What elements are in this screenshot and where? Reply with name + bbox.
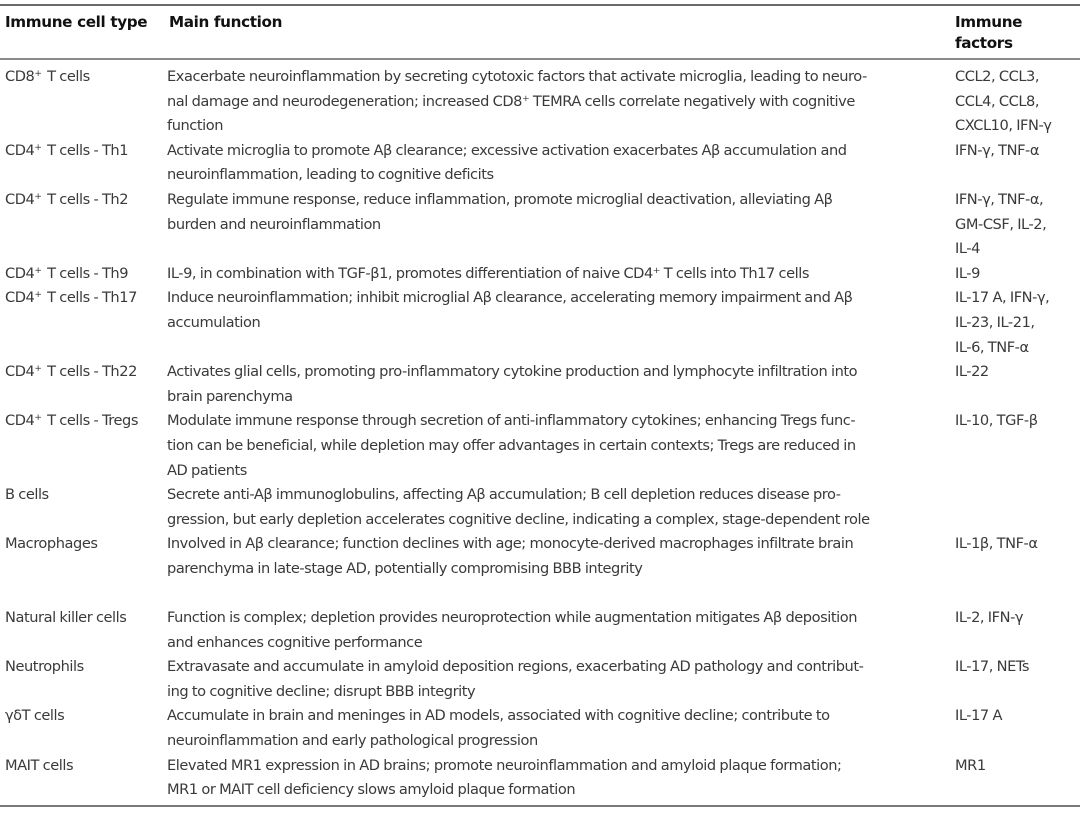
cell-type-name: γδT cells	[5, 707, 65, 725]
immune-factor-line: IL-22	[955, 363, 989, 381]
immune-factor-line: IL-17, NETs	[955, 658, 1030, 676]
main-function-line: Accumulate in brain and meninges in AD models, associated with cognitive decline; contribute to	[167, 707, 830, 725]
cell-type-name: Natural killer cells	[5, 609, 127, 627]
cell-type-subset: T cells - Th22	[43, 363, 137, 381]
table-row	[0, 606, 1080, 655]
cell-type-name: CD4	[5, 412, 35, 430]
immune-factors	[951, 286, 1080, 360]
main-function	[164, 360, 951, 409]
main-function	[164, 286, 951, 360]
immune-factors	[951, 483, 1080, 532]
main-function	[164, 139, 951, 188]
immune-cell-table	[0, 4, 1080, 807]
table-row	[0, 754, 1080, 806]
header-main-function	[164, 5, 951, 59]
cell-type-superscript: +	[34, 290, 42, 301]
main-function	[164, 704, 951, 753]
immune-factors	[951, 606, 1080, 655]
main-function-line: neuroinflammation and early pathological progression	[167, 732, 538, 750]
cell-type-subset: T cells - Tregs	[43, 412, 139, 430]
immune-factor-line: IFN-γ, TNF-α,	[955, 190, 1044, 208]
main-function-line	[167, 581, 941, 606]
main-function-line: Activate microglia to promote Aβ clearance; excessive activation exacerbates Aβ accumulation and	[167, 141, 847, 159]
immune-factors	[951, 188, 1080, 262]
main-function	[164, 532, 951, 606]
immune-factor-line: CCL2, CCL3,	[955, 68, 1040, 85]
cell-type-superscript: +	[34, 265, 42, 276]
cell-type-superscript: +	[34, 413, 42, 424]
cell-type-name: CD4	[5, 141, 35, 159]
main-function-line: Activates glial cells, promoting pro-inflammatory cytokine production and lymphocyte infiltration into	[167, 363, 858, 381]
main-function-line: Involved in Aβ clearance; function declines with age; monocyte-derived macrophages infiltrate brain	[167, 535, 854, 553]
cell-type	[0, 188, 164, 262]
main-function	[164, 409, 951, 483]
immune-cell-table-wrapper	[0, 4, 1080, 807]
main-function-line: accumulation	[167, 313, 261, 331]
cell-type-subset: T cells	[43, 68, 90, 85]
main-function	[164, 188, 951, 262]
main-function-line: Exacerbate neuroinflammation by secreting cytotoxic factors that activate microglia, leading to neuro-	[167, 68, 867, 85]
immune-factors	[951, 532, 1080, 606]
cell-type-subset: T cells - Th1	[43, 141, 129, 159]
immune-factors	[951, 409, 1080, 483]
cell-type	[0, 139, 164, 188]
main-function	[164, 754, 951, 806]
cell-type	[0, 606, 164, 655]
main-function	[164, 606, 951, 655]
cell-type-superscript: +	[34, 142, 42, 153]
main-function	[164, 483, 951, 532]
table-row	[0, 139, 1080, 188]
main-function	[164, 59, 951, 139]
table-header	[0, 5, 1080, 59]
immune-factor-line: IL-6, TNF-α	[955, 338, 1029, 356]
table-body	[0, 59, 1080, 806]
main-function-line: nal damage and neurodegeneration; increased CD8⁺ TEMRA cells correlate negatively with cognitive	[167, 92, 855, 110]
cell-type-name: MAIT cells	[5, 756, 74, 774]
cell-type-name: CD4	[5, 264, 35, 282]
main-function-line: Extravasate and accumulate in amyloid deposition regions, exacerbating AD pathology and contribut-	[167, 658, 864, 676]
cell-type	[0, 286, 164, 360]
cell-type-subset: T cells - Th9	[43, 264, 129, 282]
cell-type	[0, 704, 164, 753]
immune-factor-line: IL-17 A, IFN-γ,	[955, 289, 1050, 307]
header-immune-factors	[951, 5, 1080, 59]
main-function-line: Elevated MR1 expression in AD brains; promote neuroinflammation and amyloid plaque formation;	[167, 756, 842, 774]
table-row	[0, 655, 1080, 704]
main-function-line: Function is complex; depletion provides neuroprotection while augmentation mitigates Aβ deposition	[167, 609, 858, 627]
main-function	[164, 655, 951, 704]
immune-factor-line: IL-2, IFN-γ	[955, 609, 1024, 627]
cell-type-name: CD4	[5, 289, 35, 307]
cell-type-name: CD4	[5, 190, 35, 208]
immune-factor-line: IL-1β, TNF-α	[955, 535, 1038, 553]
cell-type	[0, 754, 164, 806]
cell-type	[0, 360, 164, 409]
cell-type-name: B cells	[5, 486, 49, 504]
main-function-line: Regulate immune response, reduce inflammation, promote microglial deactivation, alleviating Aβ	[167, 190, 833, 208]
header-immune-factors-line: factors	[955, 34, 1013, 52]
header-cell-type-label: Immune cell type	[5, 13, 148, 31]
main-function-line: neuroinflammation, leading to cognitive deficits	[167, 166, 494, 184]
immune-factors	[951, 360, 1080, 409]
main-function-line: function	[167, 117, 224, 135]
main-function-line: Secrete anti-Aβ immunoglobulins, affecting Aβ accumulation; B cell depletion reduces disease pro-	[167, 486, 841, 504]
cell-type	[0, 262, 164, 287]
immune-factor-line: CXCL10, IFN-γ	[955, 117, 1052, 135]
immune-factors	[951, 704, 1080, 753]
table-row	[0, 532, 1080, 606]
immune-factor-line: IL-10, TGF-β	[955, 412, 1038, 430]
main-function-line: tion can be beneficial, while depletion may offer advantages in certain contexts; Tregs are reduced in	[167, 436, 856, 454]
cell-type-subset: T cells - Th17	[43, 289, 137, 307]
cell-type	[0, 532, 164, 606]
immune-factor-line: CCL4, CCL8,	[955, 92, 1040, 110]
immune-factors	[951, 754, 1080, 806]
cell-type	[0, 59, 164, 139]
header-cell-type	[0, 5, 164, 59]
header-main-function-label: Main function	[169, 13, 283, 31]
cell-type-subset: T cells - Th2	[43, 190, 129, 208]
immune-factors	[951, 262, 1080, 287]
table-row	[0, 360, 1080, 409]
main-function	[164, 262, 951, 287]
immune-factors	[951, 59, 1080, 139]
cell-type-superscript: +	[34, 69, 42, 79]
immune-factor-line: IL-9	[955, 264, 980, 282]
cell-type	[0, 483, 164, 532]
main-function-line: parenchyma in late-stage AD, potentially compromising BBB integrity	[167, 559, 643, 577]
table-row	[0, 262, 1080, 287]
cell-type-name: CD4	[5, 363, 35, 381]
main-function-line: brain parenchyma	[167, 387, 293, 405]
header-immune-factors-line: Immune	[955, 13, 1023, 31]
header-row	[0, 5, 1080, 59]
immune-factors	[951, 139, 1080, 188]
main-function-line: MR1 or MAIT cell deficiency slows amyloid plaque formation	[167, 781, 576, 799]
table-row	[0, 286, 1080, 360]
table-row	[0, 704, 1080, 753]
immune-factor-line: IL-23, IL-21,	[955, 313, 1035, 331]
main-function-line: Modulate immune response through secretion of anti-inflammatory cytokines; enhancing Tregs func-	[167, 412, 856, 430]
immune-factor-line: IL-17 A	[955, 707, 1002, 725]
main-function-line: Induce neuroinflammation; inhibit microglial Aβ clearance, accelerating memory impairment and Aβ	[167, 289, 853, 307]
immune-factors	[951, 655, 1080, 704]
cell-type-name: Neutrophils	[5, 658, 84, 676]
cell-type	[0, 655, 164, 704]
cell-type-name: CD8	[5, 68, 35, 85]
cell-type-name: Macrophages	[5, 535, 98, 553]
immune-factor-line: IFN-γ, TNF-α	[955, 141, 1040, 159]
main-function-line: burden and neuroinflammation	[167, 215, 381, 233]
immune-factor-line: GM-CSF, IL-2,	[955, 215, 1047, 233]
immune-factor-line: MR1	[955, 756, 986, 774]
main-function-line: IL-9, in combination with TGF-β1, promotes differentiation of naive CD4⁺ T cells into Th17 cells	[167, 264, 809, 282]
table-row	[0, 483, 1080, 532]
table-row	[0, 59, 1080, 139]
table-row	[0, 188, 1080, 262]
main-function-line: gression, but early depletion accelerates cognitive decline, indicating a complex, stage-dependent role	[167, 510, 870, 528]
main-function-line: ing to cognitive decline; disrupt BBB integrity	[167, 682, 476, 700]
immune-factor-line: IL-4	[955, 240, 980, 258]
table-row	[0, 409, 1080, 483]
cell-type-superscript: +	[34, 364, 42, 375]
cell-type	[0, 409, 164, 483]
cell-type-superscript: +	[34, 191, 42, 202]
main-function-line: AD patients	[167, 461, 247, 479]
main-function-line: and enhances cognitive performance	[167, 633, 423, 651]
